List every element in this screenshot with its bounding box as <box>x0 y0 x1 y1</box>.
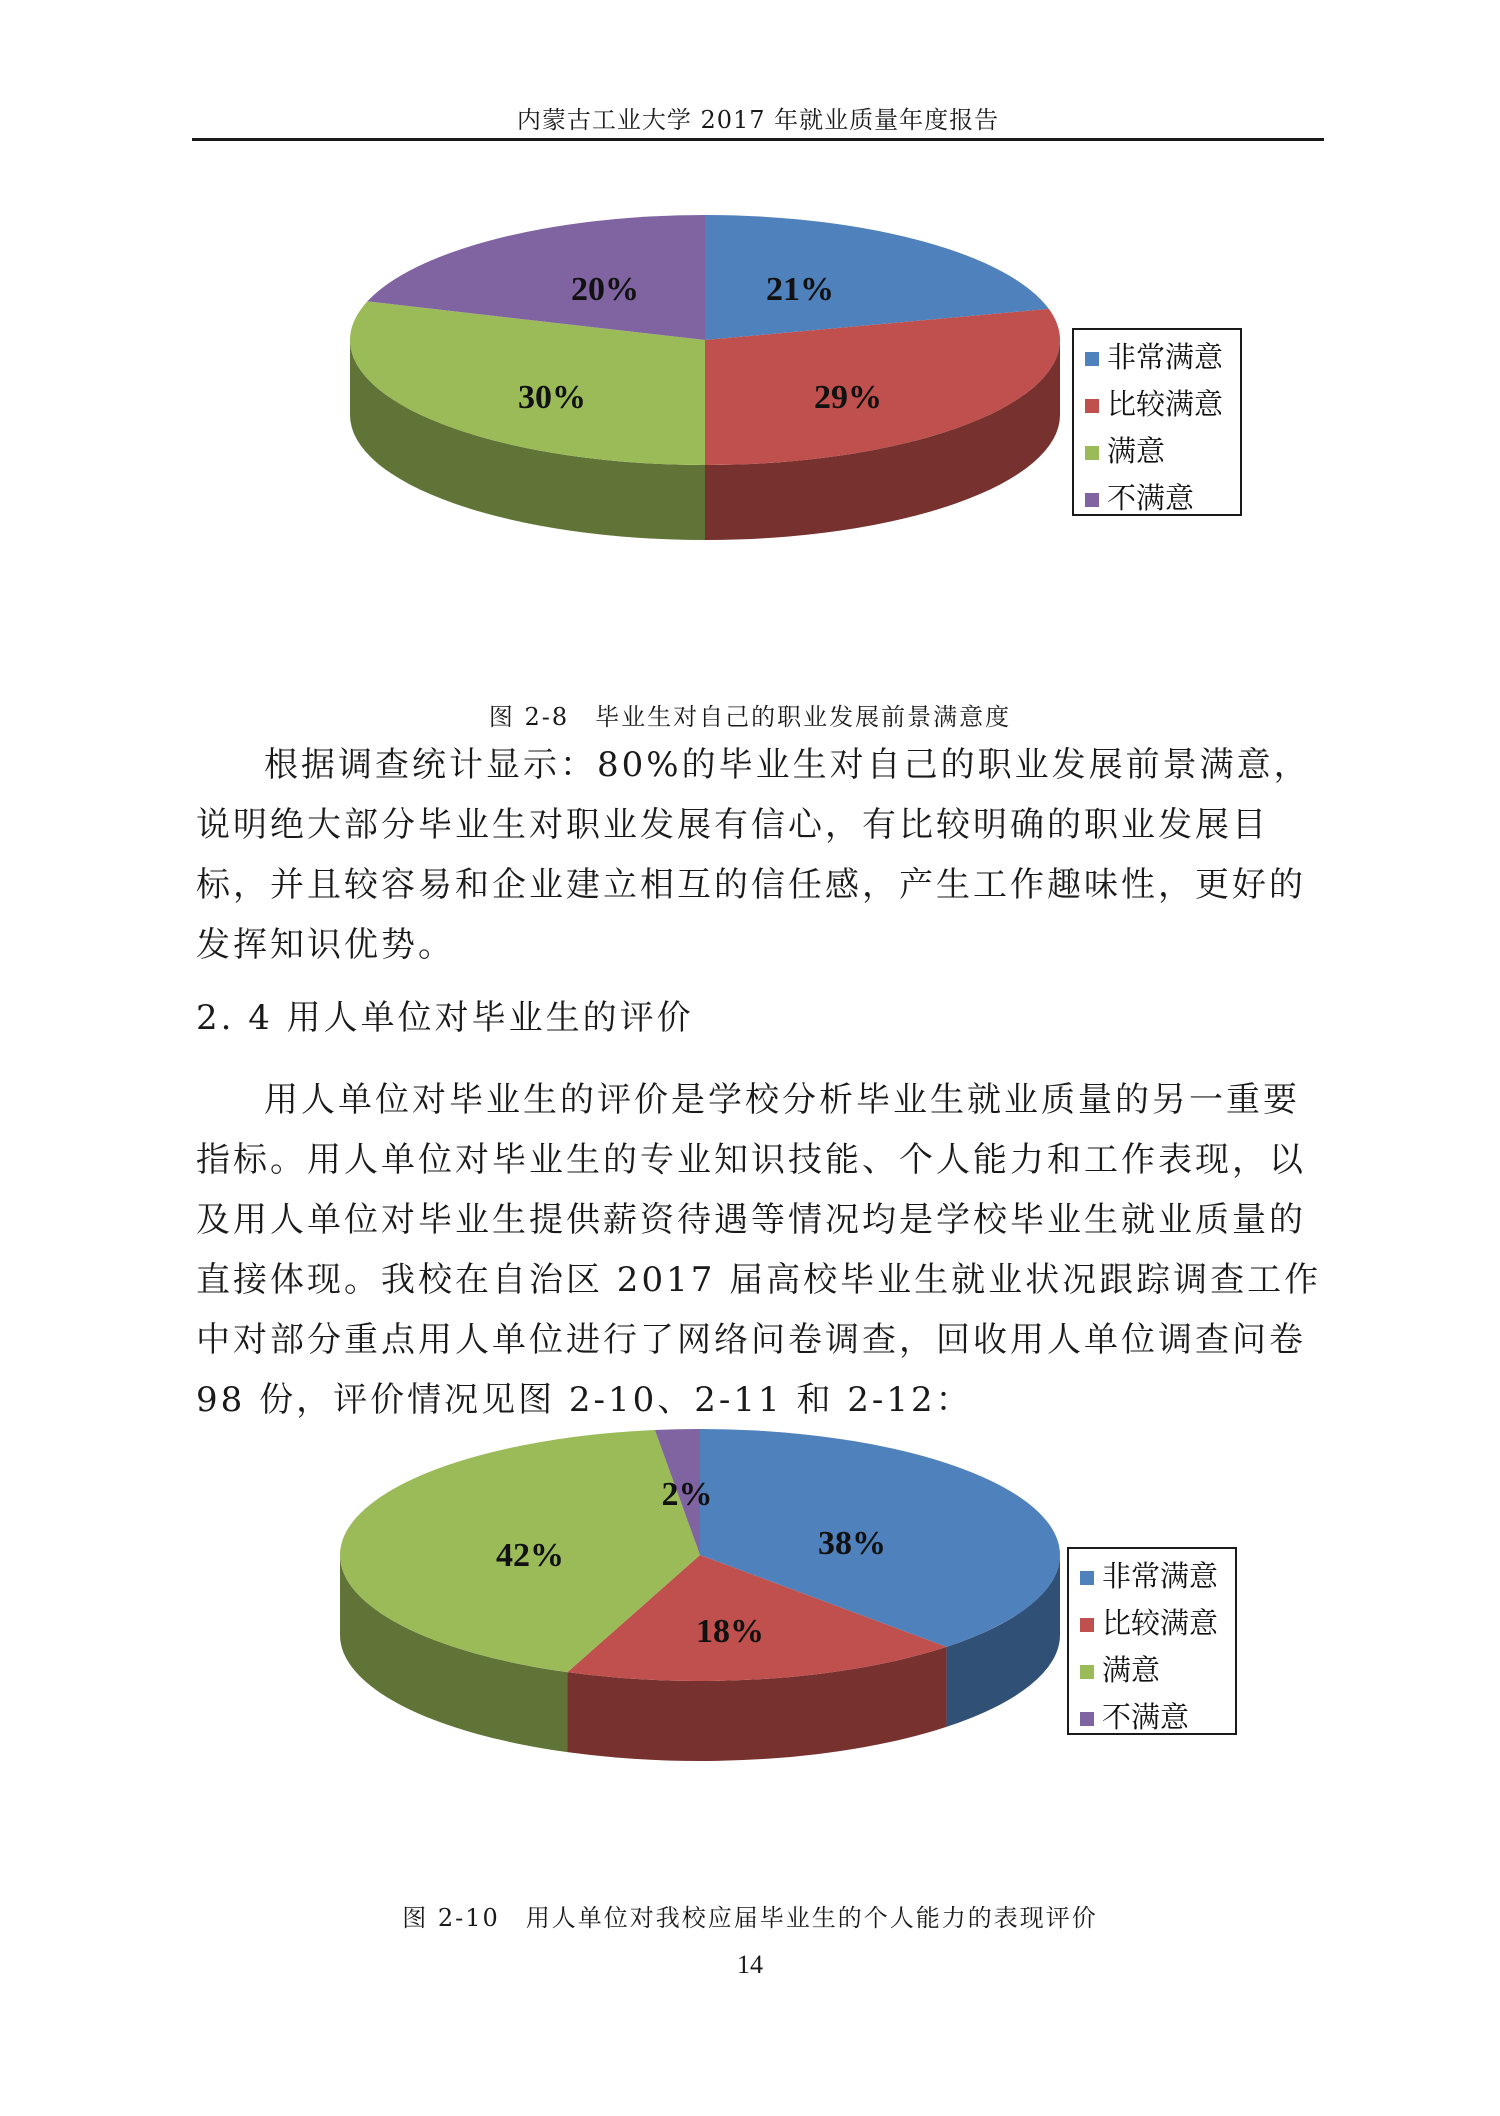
legend-swatch-2-3 <box>1080 1665 1094 1679</box>
legend-swatch-2-1 <box>1080 1571 1094 1585</box>
legend-swatch-2-4 <box>1080 1712 1094 1726</box>
pie-chart-employer-evaluation <box>0 1415 1500 1835</box>
legend-swatch-1-3 <box>1085 446 1099 460</box>
pie-data-label-2-3: 42% <box>496 1536 564 1574</box>
pie-data-label-1-2: 29% <box>814 378 882 416</box>
page-header-title: 内蒙古工业大学 2017 年就业质量年度报告 <box>516 106 1000 134</box>
pie-data-label-2-2: 18% <box>696 1612 764 1650</box>
pie-chart-employer-evaluation-svg <box>0 1415 1500 1835</box>
paragraph-career-summary-text: 根据调查统计显示：80%的毕业生对自己的职业发展前景满意，说明绝大部分毕业生对职业发展有信心，有比较明确的职业发展目标，并且较容易和企业建立相互的信任感，产生工作趣味性，更好的发挥知识优势。 <box>196 745 1311 965</box>
legend-label-2-3: 满意 <box>1102 1653 1161 1687</box>
page-number: 14 <box>737 1950 763 1979</box>
legend-label-1-4: 不满意 <box>1107 481 1195 515</box>
legend-swatch-1-1 <box>1085 352 1099 366</box>
pie-data-label-1-1: 21% <box>766 270 834 308</box>
header-divider <box>192 138 1324 141</box>
pie-data-label-2-1: 38% <box>818 1524 886 1562</box>
legend-label-2-4: 不满意 <box>1102 1700 1190 1734</box>
legend-swatch-1-2 <box>1085 399 1099 413</box>
figure-2-10-caption: 图 2-10 用人单位对我校应届毕业生的个人能力的表现评价 <box>402 1904 1098 1932</box>
legend-swatch-2-2 <box>1080 1618 1094 1632</box>
legend-label-2-2: 比较满意 <box>1102 1606 1219 1640</box>
legend-swatch-1-4 <box>1085 493 1099 507</box>
paragraph-employer-evaluation <box>196 1070 1324 1430</box>
pie-chart-career-satisfaction-svg <box>0 195 1500 665</box>
legend-label-1-1: 非常满意 <box>1107 340 1224 374</box>
paragraph-career-summary <box>196 735 1324 975</box>
paragraph-employer-evaluation-text: 用人单位对毕业生的评价是学校分析毕业生就业质量的另一重要指标。用人单位对毕业生的专业知识技能、个人能力和工作表现，以及用人单位对毕业生提供薪资待遇等情况均是学校毕业生就业质量的直接体现。我校在自治区 2017 届高校毕业生就业状况跟踪调查工作中对部分重点用人单位进行了网络问卷调查，回收用人单位调查问卷 98 份，评价情况见图 2-10、2-11 和 2-12： <box>196 1080 1322 1420</box>
pie-data-label-2-4: 2% <box>661 1475 713 1513</box>
pie-chart-career-satisfaction <box>0 195 1500 665</box>
section-heading-employer-evaluation: 2. 4 用人单位对毕业生的评价 <box>196 998 694 1038</box>
figure-2-8-caption: 图 2-8 毕业生对自己的职业发展前景满意度 <box>488 703 1012 731</box>
legend-label-2-1: 非常满意 <box>1102 1559 1219 1593</box>
pie-data-label-1-4: 20% <box>571 270 639 308</box>
legend-label-1-2: 比较满意 <box>1107 387 1224 421</box>
pie-data-label-1-3: 30% <box>518 378 586 416</box>
legend-label-1-3: 满意 <box>1107 434 1166 468</box>
